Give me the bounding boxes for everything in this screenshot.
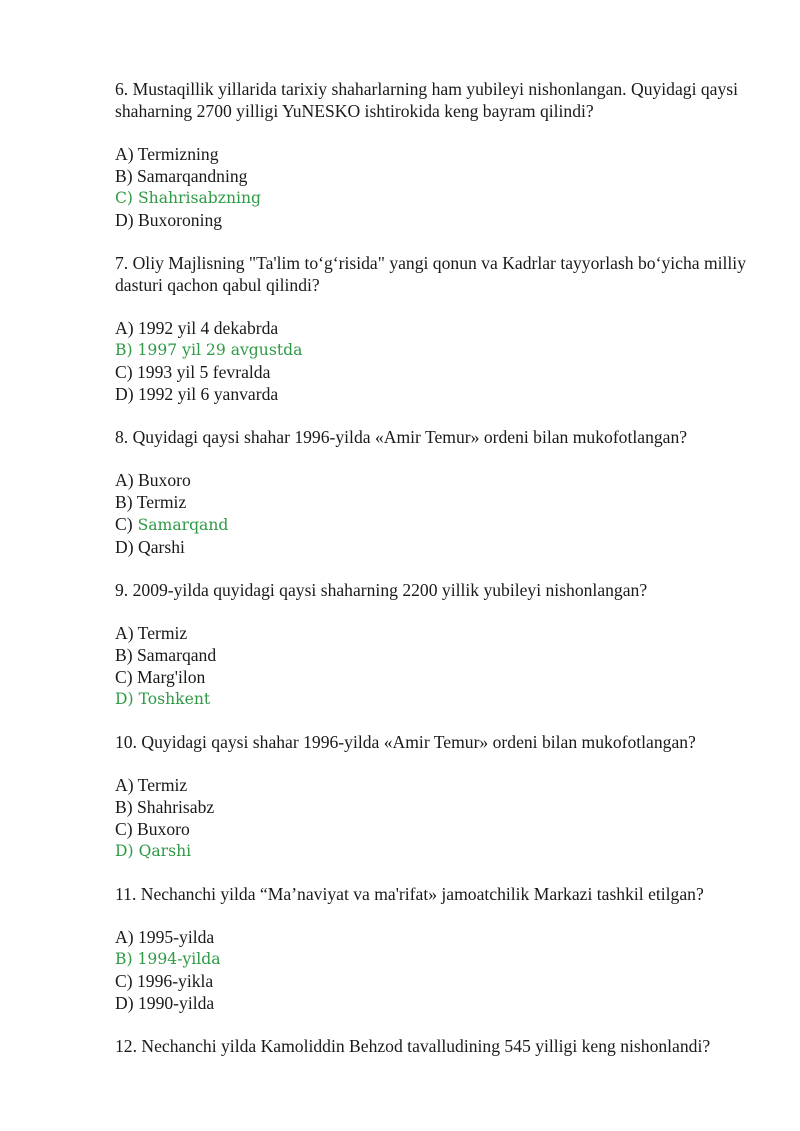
option-b: B) Samarqand bbox=[115, 645, 217, 665]
question-text: 10. Quyidagi qaysi shahar 1996-yilda «Amir Temur» ordeni bilan mukofotlangan? bbox=[115, 732, 696, 752]
option-b-correct: B) 1997 yil 29 avgustda bbox=[115, 341, 303, 359]
option-a: A) 1992 yil 4 dekabrda bbox=[115, 318, 279, 338]
answer-options bbox=[115, 469, 760, 558]
answer-options bbox=[115, 622, 760, 710]
question-text: 11. Nechanchi yilda “Ma’naviyat va ma'rifat» jamoatchilik Markazi tashkil etilgan? bbox=[115, 884, 704, 904]
option-c: C) 1993 yil 5 fevralda bbox=[115, 362, 271, 382]
option-d: D) 1992 yil 6 yanvarda bbox=[115, 384, 279, 404]
option-a: A) Buxoro bbox=[115, 470, 191, 490]
answer-options bbox=[115, 317, 760, 405]
question-10 bbox=[115, 731, 760, 862]
option-a: A) Termizning bbox=[115, 144, 219, 164]
question-text: 7. Oliy Majlisning "Ta'lim to‘g‘risida" yangi qonun va Kadrlar tayyorlash bo‘yicha milliy dasturi qachon qabul qilindi? bbox=[115, 253, 746, 295]
option-d-correct: D) Qarshi bbox=[115, 842, 192, 860]
question-7 bbox=[115, 252, 760, 405]
question-8 bbox=[115, 426, 760, 558]
question-text: 6. Mustaqillik yillarida tarixiy shaharlarning ham yubileyi nishonlangan. Quyidagi qaysi shaharning 2700 yilligi YuNESKO ishtirokida keng bayram qilindi? bbox=[115, 79, 738, 121]
question-text: 12. Nechanchi yilda Kamoliddin Behzod tavalludining 545 yilligi keng nishonlandi? bbox=[115, 1036, 711, 1056]
option-c: C) Buxoro bbox=[115, 819, 190, 839]
option-d-correct: D) Toshkent bbox=[115, 690, 211, 708]
option-b: B) Termiz bbox=[115, 492, 187, 512]
option-d: D) 1990-yilda bbox=[115, 993, 215, 1013]
question-text: 8. Quyidagi qaysi shahar 1996-yilda «Amir Temur» ordeni bilan mukofotlangan? bbox=[115, 427, 688, 447]
option-a: A) Termiz bbox=[115, 623, 188, 643]
question-12 bbox=[115, 1035, 760, 1057]
option-b: B) Shahrisabz bbox=[115, 797, 215, 817]
option-b-correct: B) 1994-yilda bbox=[115, 950, 221, 968]
option-c: C) Marg'ilon bbox=[115, 667, 206, 687]
option-c: C) 1996-yikla bbox=[115, 971, 214, 991]
answer-options bbox=[115, 143, 760, 231]
question-text: 9. 2009-yilda quyidagi qaysi shaharning 2200 yillik yubileyi nishonlangan? bbox=[115, 580, 648, 600]
option-c-correct: C) Shahrisabzning bbox=[115, 189, 262, 207]
option-d: D) Qarshi bbox=[115, 537, 185, 557]
question-11 bbox=[115, 883, 760, 1014]
option-a: A) 1995-yilda bbox=[115, 927, 215, 947]
option-b: B) Samarqandning bbox=[115, 166, 248, 186]
answer-options bbox=[115, 774, 760, 862]
option-d: D) Buxoroning bbox=[115, 210, 223, 230]
option-a: A) Termiz bbox=[115, 775, 188, 795]
question-6 bbox=[115, 78, 760, 231]
question-9 bbox=[115, 579, 760, 710]
answer-options bbox=[115, 926, 760, 1014]
option-c-correct: C) Samarqand bbox=[115, 514, 229, 534]
